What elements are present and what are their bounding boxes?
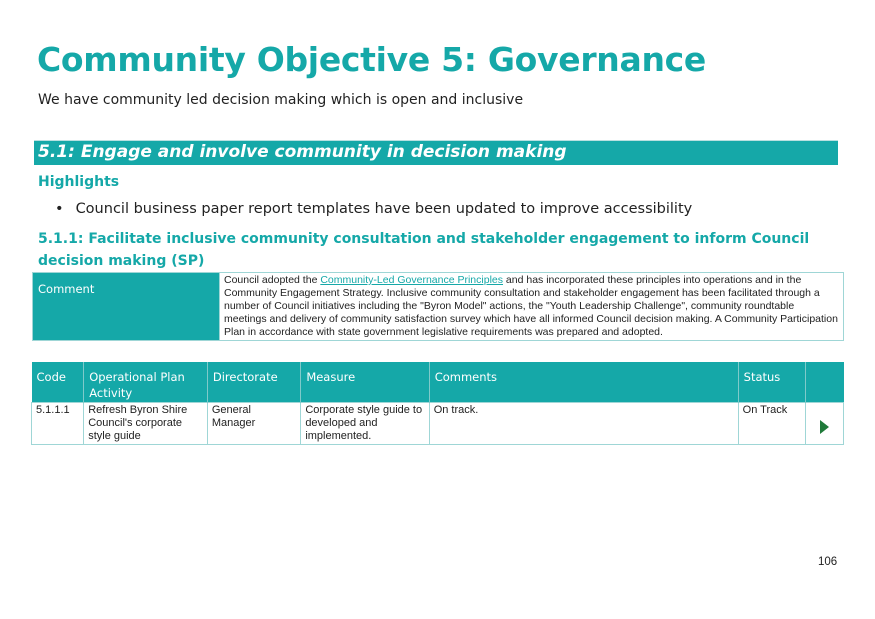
cell-status-icon	[806, 403, 844, 445]
activity-table	[31, 362, 844, 445]
comment-label: Comment	[33, 273, 220, 341]
cell-activity: Refresh Byron Shire Council's corporate style guide	[84, 403, 208, 445]
cell-comments: On track.	[429, 403, 738, 445]
section-heading: 5.1: Engage and involve community in decision making	[38, 142, 567, 162]
highlights-list	[55, 201, 692, 217]
header-directorate: Directorate	[207, 362, 300, 403]
header-comments: Comments	[429, 362, 738, 403]
sub-objective-heading: 5.1.1: Facilitate inclusive community consultation and stakeholder engagement to inform Council decision making (SP)	[38, 231, 810, 269]
comment-text-start: Council adopted the	[224, 274, 321, 286]
page-subtitle: We have community led decision making which is open and inclusive	[38, 92, 524, 108]
cell-measure: Corporate style guide to developed and implemented.	[301, 403, 429, 445]
governance-principles-link[interactable]: Community-Led Governance Principles	[320, 274, 503, 286]
comment-table	[32, 272, 844, 341]
page-number: 106	[818, 556, 838, 568]
header-action	[806, 362, 844, 403]
table-header-row	[32, 362, 844, 403]
cell-code: 5.1.1.1	[32, 403, 84, 445]
header-code: Code	[32, 362, 84, 403]
highlights-label: Highlights	[38, 174, 120, 190]
highlight-item: • Council business paper report templates have been updated to improve accessibility	[55, 201, 692, 217]
header-status: Status	[738, 362, 805, 403]
comment-text-rest: and has incorporated these principles into operations and in the Community Engagement Strategy. Inclusive community consultation and stakeholder engagement has been facilitated through a number of Council initiatives including the "Byron Model" actions, the "Youth Leadership Challenge", community roundtable meetings and delivery of community satisfaction survey which have all informed Council decision making. A Community Participation Plan in accordance with state government legislative requirements was prepared and adopted.	[224, 274, 838, 338]
cell-directorate: General Manager	[207, 403, 300, 445]
page-title: Community Objective 5: Governance	[37, 40, 707, 79]
table-row	[32, 403, 844, 445]
comment-text	[220, 273, 844, 341]
header-activity: Operational Plan Activity	[84, 362, 208, 403]
section-heading-bar	[34, 140, 838, 165]
arrow-right-icon	[820, 420, 829, 434]
cell-status: On Track	[738, 403, 805, 445]
header-measure: Measure	[301, 362, 429, 403]
